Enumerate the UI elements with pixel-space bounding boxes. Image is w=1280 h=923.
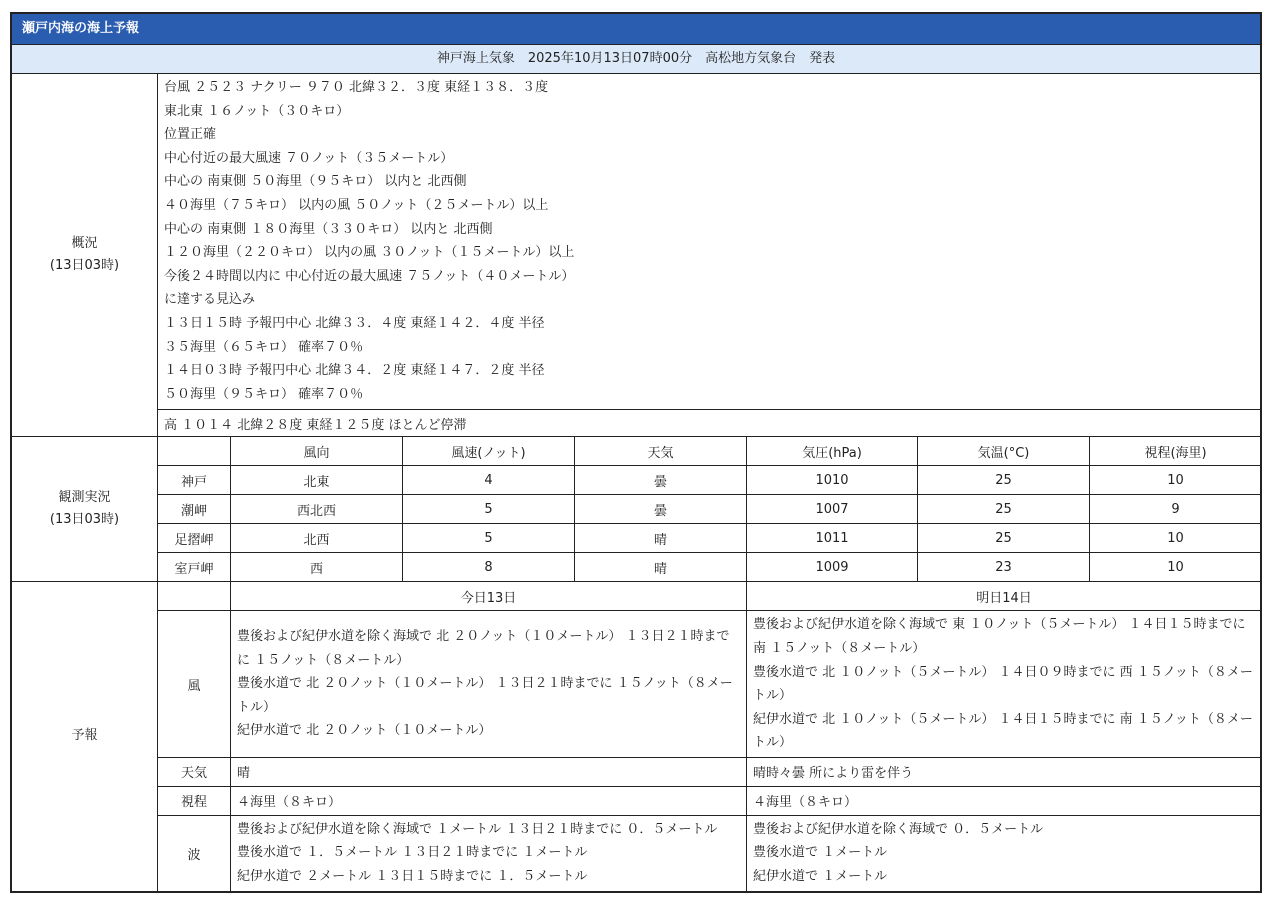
wind-direction: 北東	[231, 466, 403, 495]
pressure: 1011	[747, 524, 918, 553]
wave-today	[231, 815, 747, 891]
wave-tomorrow-line: 豊後および紀伊水道を除く海域で ０．５メートル	[753, 821, 1044, 837]
forecast-visibility-row	[12, 786, 1262, 815]
table-row	[12, 524, 1262, 553]
forecast-wave-row	[12, 815, 1262, 891]
forecast-corner-cell	[158, 582, 231, 611]
weather-tomorrow: 晴時々曇 所により雷を伴う	[747, 757, 1262, 786]
col-header-weather: 天気	[575, 437, 747, 466]
wind-today	[231, 611, 747, 758]
wind-speed: 4	[403, 466, 575, 495]
wave-label: 波	[158, 815, 231, 891]
visibility-label: 視程	[158, 786, 231, 815]
weather: 晴	[575, 524, 747, 553]
wave-today-line: 紀伊水道で ２メートル １３日１５時までに １．５メートル	[237, 869, 588, 885]
wind-direction: 西	[231, 553, 403, 582]
visibility-today: ４海里（８キロ）	[231, 786, 747, 815]
weather: 曇	[575, 466, 747, 495]
temperature: 23	[918, 553, 1090, 582]
overview-line: 台風 ２５２３ ナクリー ９７０ 北緯３２．３度 東経１３８．３度	[164, 80, 549, 95]
wind-speed: 5	[403, 495, 575, 524]
forecast-tomorrow-header: 明日14日	[747, 582, 1262, 611]
overview-line: ５０海里（９５キロ） 確率７０％	[164, 386, 364, 402]
overview-line: １３日１５時 予報円中心 北緯３３．４度 東経１４２．４度 半径	[164, 315, 545, 331]
overview-line: １２０海里（２２０キロ） 以内の風 ３０ノット（１５メートル）以上	[164, 245, 575, 261]
overview-line: ４０海里（７５キロ） 以内の風 ５０ノット（２５メートル）以上	[164, 197, 549, 213]
wave-tomorrow	[747, 815, 1262, 891]
wave-today-line: 豊後水道で １．５メートル １３日２１時までに １メートル	[237, 845, 588, 861]
temperature: 25	[918, 495, 1090, 524]
col-header-visibility: 視程(海里)	[1090, 437, 1262, 466]
visibility: 9	[1090, 495, 1262, 524]
overview-row	[12, 74, 1262, 410]
station-name: 神戸	[158, 466, 231, 495]
obs-corner-cell	[158, 437, 231, 466]
station-name: 室戸岬	[158, 553, 231, 582]
overview-line: に達する見込み	[164, 292, 256, 308]
col-header-pressure: 気圧(hPa)	[747, 437, 918, 466]
table-row	[12, 495, 1262, 524]
overview-time: (13日03時)	[49, 258, 120, 274]
forecast-weather-row	[12, 757, 1262, 786]
overview-line: １４日０３時 予報円中心 北緯３４．２度 東経１４７．２度 半径	[164, 363, 545, 379]
forecast-header-row	[12, 582, 1262, 611]
wind-label: 風	[158, 611, 231, 758]
overview-line: 東北東 １６ノット（３０キロ）	[164, 103, 350, 119]
wind-tomorrow-line: 豊後水道で 北 １０ノット（５メートル） １４日０９時までに 西 １５ノット（８メートル）	[753, 664, 1253, 704]
station-name: 足摺岬	[158, 524, 231, 553]
forecast-table	[11, 73, 1262, 892]
overview-line: 中心の 南東側 １８０海里（３３０キロ） 以内と 北西側	[164, 221, 493, 237]
wind-today-line: 豊後および紀伊水道を除く海域で 北 ２０ノット（１０メートル） １３日２１時までに １５ノット（８メートル）	[237, 629, 730, 668]
col-header-wind-direction: 風向	[231, 437, 403, 466]
temperature: 25	[918, 466, 1090, 495]
observations-label: 観測実況	[58, 490, 111, 506]
col-header-temperature: 気温(°C)	[918, 437, 1090, 466]
pressure: 1007	[747, 495, 918, 524]
wind-today-line: 紀伊水道で 北 ２０ノット（１０メートル）	[237, 723, 492, 739]
issue-info: 神戸海上気象 2025年10月13日07時00分 高松地方気象台 発表	[12, 45, 1260, 74]
temperature: 25	[918, 524, 1090, 553]
visibility: 10	[1090, 466, 1262, 495]
wind-speed: 8	[403, 553, 575, 582]
visibility-tomorrow: ４海里（８キロ）	[747, 786, 1262, 815]
visibility: 10	[1090, 524, 1262, 553]
weather-today: 晴	[231, 757, 747, 786]
high-pressure-info: 高 １０１４ 北緯２８度 東経１２５度 ほとんど停滞	[158, 410, 1262, 437]
weather: 曇	[575, 495, 747, 524]
wind-direction: 北西	[231, 524, 403, 553]
forecast-wind-row	[12, 611, 1262, 758]
pressure: 1010	[747, 466, 918, 495]
overview-text	[158, 74, 1262, 410]
wind-tomorrow-line: 紀伊水道で 北 １０ノット（５メートル） １４日１５時までに 南 １５ノット（８メートル）	[753, 711, 1253, 751]
wave-tomorrow-line: 紀伊水道で １メートル	[753, 869, 888, 885]
wind-tomorrow	[747, 611, 1262, 758]
overview-label: 概況	[71, 236, 98, 252]
observations-time: (13日03時)	[49, 512, 120, 528]
overview-line: 今後２４時間以内に 中心付近の最大風速 ７５ノット（４０メートル）	[164, 268, 575, 284]
forecast-today-header: 今日13日	[231, 582, 747, 611]
overview-label-cell	[12, 74, 158, 437]
page-title: 瀬戸内海の海上予報	[12, 14, 1260, 45]
col-header-wind-speed: 風速(ノット)	[403, 437, 575, 466]
weather: 晴	[575, 553, 747, 582]
wind-today-line: 豊後水道で 北 ２０ノット（１０メートル） １３日２１時までに １５ノット（８メートル）	[237, 676, 733, 715]
marine-forecast-panel	[10, 12, 1262, 893]
overview-line: 中心付近の最大風速 ７０ノット（３５メートル）	[164, 150, 454, 166]
wind-direction: 西北西	[231, 495, 403, 524]
forecast-label: 予報	[12, 582, 158, 891]
station-name: 潮岬	[158, 495, 231, 524]
weather-label: 天気	[158, 757, 231, 786]
wind-tomorrow-line: 豊後および紀伊水道を除く海域で 東 １０ノット（５メートル） １４日１５時までに 南 １５ノット（８メートル）	[753, 617, 1246, 656]
pressure: 1009	[747, 553, 918, 582]
visibility: 10	[1090, 553, 1262, 582]
table-row	[12, 466, 1262, 495]
overview-line: 位置正確	[164, 127, 217, 143]
observations-label-cell	[12, 437, 158, 582]
wave-today-line: 豊後および紀伊水道を除く海域で １メートル １３日２１時までに ０．５メートル	[237, 821, 718, 837]
overview-line: ３５海里（６５キロ） 確率７０％	[164, 339, 364, 355]
wind-speed: 5	[403, 524, 575, 553]
obs-header-row	[12, 437, 1262, 466]
overview-line: 中心の 南東側 ５０海里（９５キロ） 以内と 北西側	[164, 174, 467, 190]
table-row	[12, 553, 1262, 582]
wave-tomorrow-line: 豊後水道で １メートル	[753, 845, 888, 861]
